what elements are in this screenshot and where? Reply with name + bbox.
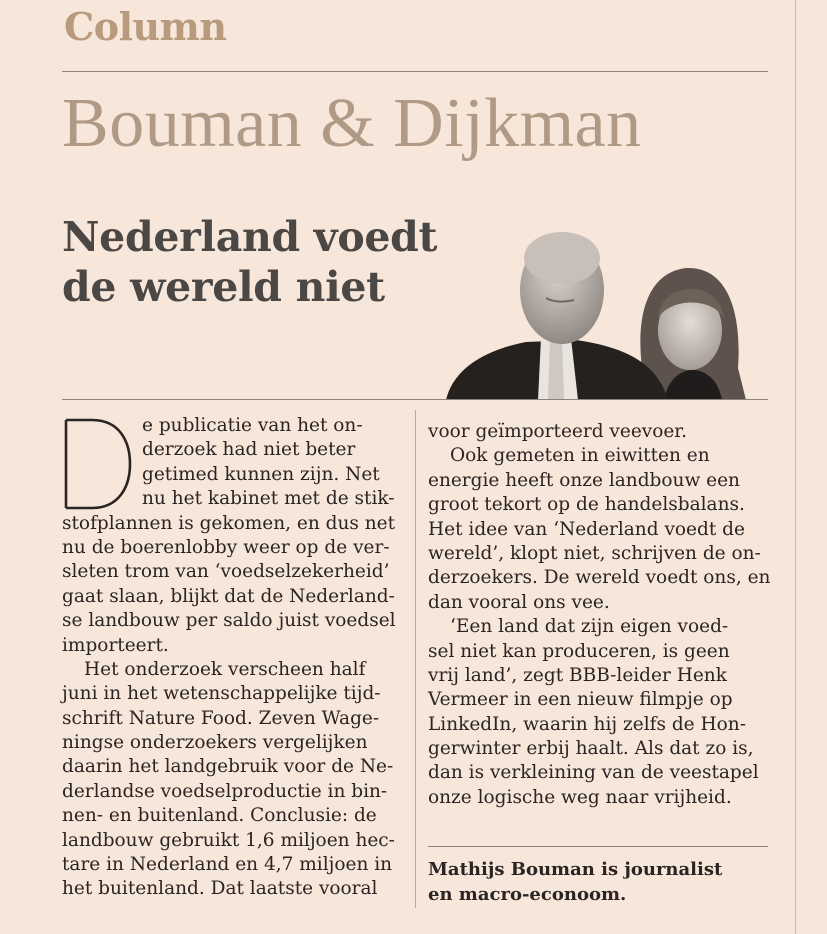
bio-line: Mathijs Bouman is journalist [428, 859, 723, 880]
body-line: Het idee van ‘Nederland voedt de [428, 518, 745, 540]
body-line: stofplannen is gekomen, en dus net [62, 512, 396, 534]
body-line: onze logische weg naar vrijheid. [428, 786, 732, 808]
column-name: Bouman & Dijkman [62, 85, 642, 162]
headline-line: Nederland voedt [62, 213, 438, 261]
body-line: daarin het landgebruik voor de Ne- [62, 756, 394, 778]
body-line: nu de boerenlobby weer op de ver- [62, 536, 390, 558]
body-line: dan is verkleining van de veestapel [428, 762, 759, 784]
body-line: Het onderzoek verscheen half [84, 658, 366, 680]
body-line: energie heeft onze landbouw een [428, 469, 740, 491]
body-line: derzoekers. De wereld voedt ons, en [428, 567, 771, 589]
body-line: ningse onderzoekers vergelijken [62, 732, 368, 754]
body-line: ‘Een land dat zijn eigen voed- [450, 616, 729, 638]
body-line: landbouw gebruikt 1,6 miljoen hec- [62, 829, 395, 851]
body-line: gaat slaan, blijkt dat de Nederland- [62, 585, 395, 607]
article-column-right [428, 420, 773, 810]
body-line: vrij land’, zegt BBB-leider Henk [428, 664, 727, 686]
body-line: importeert. [62, 634, 169, 656]
body-line: schrift Nature Food. Zeven Wage- [62, 707, 380, 729]
body-line: sleten trom van ‘voedselzekerheid’ [62, 561, 390, 583]
body-line: se landbouw per saldo juist voedsel [62, 610, 396, 632]
body-line: voor geïmporteerd veevoer. [428, 421, 687, 442]
section-label: Column [64, 4, 227, 49]
body-line: het buitenland. Dat laatste vooral [62, 878, 378, 900]
top-divider [62, 71, 768, 72]
body-line: Vermeer in een nieuw filmpje op [428, 689, 733, 711]
body-line: wereld’, klopt niet, schrijven de on- [428, 542, 761, 564]
body-line: groot tekort op de handelsbalans. [428, 494, 745, 516]
body-line: Ook gemeten in eiwitten en [450, 445, 710, 467]
body-line: LinkedIn, waarin hij zelfs de Hon- [428, 713, 746, 735]
body-line: nu het kabinet met de stik- [142, 488, 395, 510]
article-column-left [62, 414, 404, 902]
body-line: gerwinter erbij haalt. Als dat zo is, [428, 738, 754, 760]
headline-line: de wereld niet [62, 263, 385, 311]
body-line: derzoek had niet beter [142, 439, 356, 461]
column-divider [415, 410, 416, 908]
body-line: derlandse voedselproductie in bin- [62, 780, 388, 802]
body-line: e publicatie van het on- [142, 415, 363, 436]
photo-baseline-rule [62, 399, 768, 400]
body-line: tare in Nederland en 4,7 miljoen in [62, 854, 393, 876]
body-line: nen- en buitenland. Conclusie: de [62, 805, 377, 827]
body-line: getimed kunnen zijn. Net [142, 463, 380, 485]
author-portraits-photo [446, 218, 768, 400]
body-line: juni in het wetenschappelijke tijd- [62, 683, 381, 705]
bio-line: en macro-econoom. [428, 884, 627, 905]
bio-divider [428, 846, 768, 847]
body-line: sel niet kan produceren, is geen [428, 640, 730, 662]
body-line: dan vooral ons vee. [428, 591, 610, 613]
page-edge-rule [795, 0, 796, 934]
author-bio [428, 857, 768, 907]
